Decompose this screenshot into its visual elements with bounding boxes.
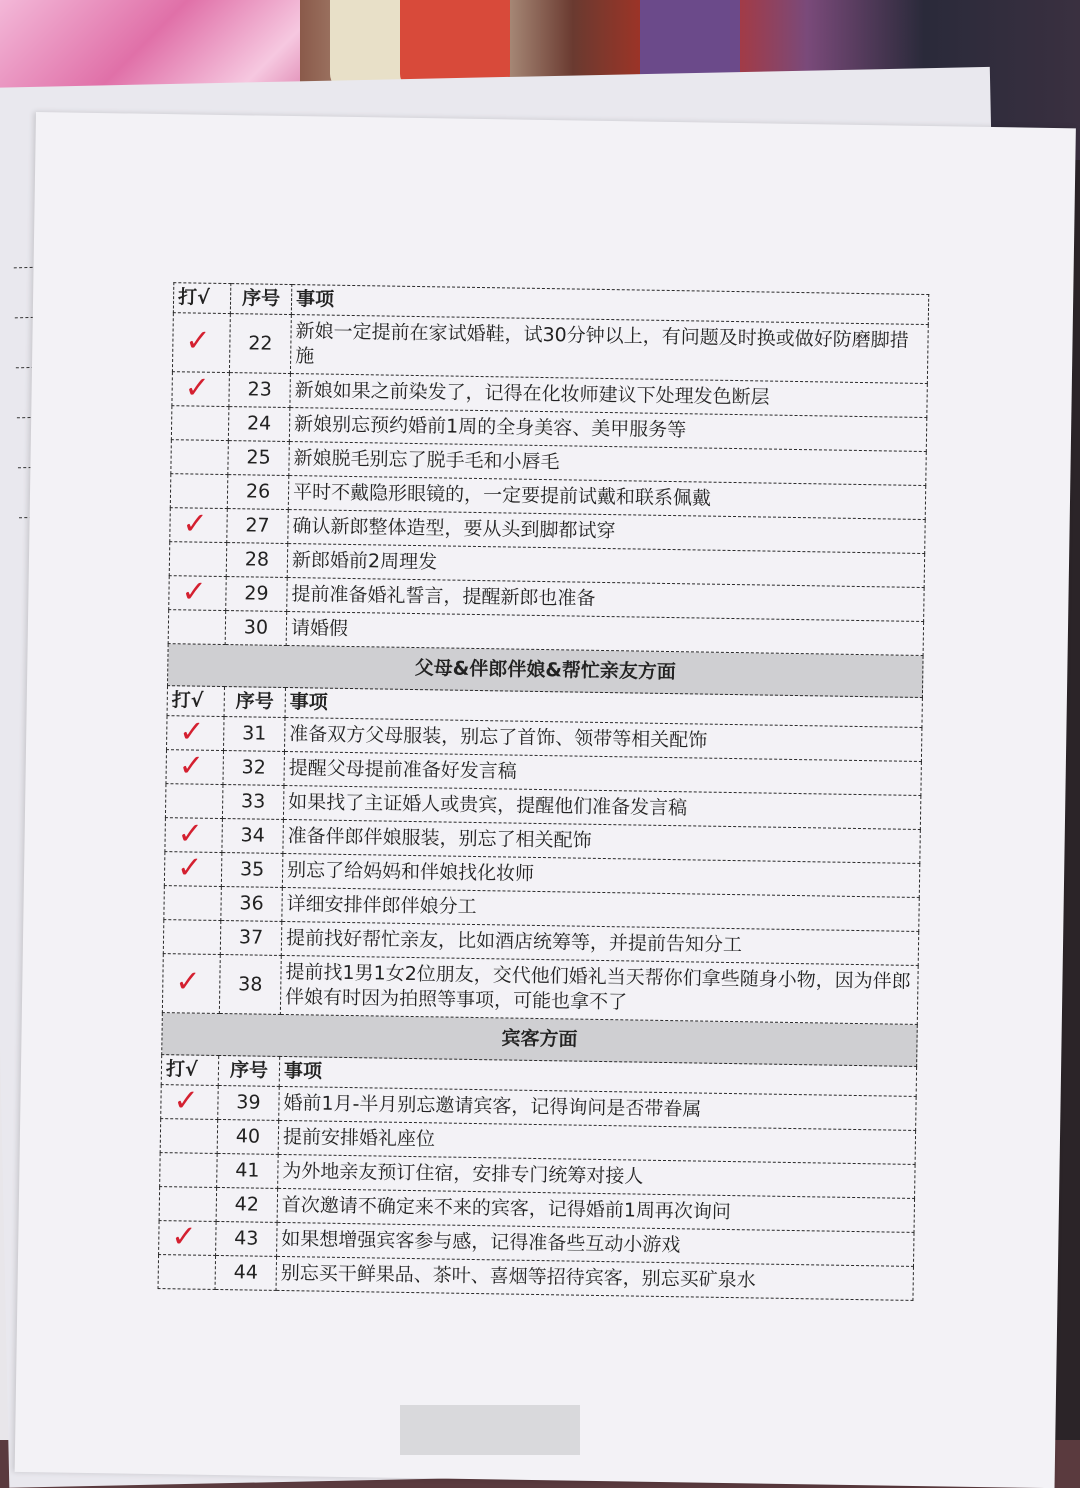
row-text: 新娘如果之前染发了，记得在化妆师建议下处理发色断层 [290,374,927,418]
checklist-table-container [158,282,930,1301]
row-number: 32 [223,751,285,786]
handwritten-check-icon: ✓ [179,713,205,750]
row-number: 34 [222,819,284,854]
row-text: 为外地亲友预订住宿，安排专门统筹对接人 [278,1154,915,1198]
checklist-table [158,282,930,1301]
row-number: 26 [227,475,289,510]
row-number: 24 [228,407,290,442]
header-item: 事项 [279,1056,916,1096]
row-number: 43 [216,1221,278,1256]
row-text: 新郎婚前2周理发 [287,544,924,588]
row-number: 37 [220,921,282,956]
row-number: 41 [217,1153,279,1188]
row-text: 提前找1男1女2位朋友，交代他们婚礼当天帮你们拿些随身小物，因为伴郎伴娘有时因为拍照等事项，可能也拿不了 [280,955,918,1024]
handwritten-check-icon: ✓ [171,1218,197,1255]
row-text: 新娘脱毛别忘了脱手毛和小唇毛 [289,442,926,486]
row-text: 新娘一定提前在家试婚鞋，试30分钟以上，有问题及时换或做好防磨脚措施 [290,315,928,384]
section-title: 宾客方面 [162,1013,918,1067]
handwritten-check-icon: ✓ [181,573,207,610]
row-text: 准备双方父母服装，别忘了首饰、领带等相关配饰 [284,717,921,761]
row-number: 40 [217,1119,279,1154]
check-cell[interactable] [171,440,229,475]
handwritten-check-icon: ✓ [175,964,201,1000]
row-text: 提醒父母提前准备好发言稿 [284,751,921,795]
table-section-b [162,686,922,1025]
header-item: 事项 [291,285,928,325]
handwritten-check-icon: ✓ [185,323,211,359]
header-num: 序号 [224,687,285,718]
row-number: 30 [225,611,287,646]
header-item: 事项 [285,687,922,727]
check-cell[interactable] [159,1187,217,1222]
check-cell[interactable] [170,505,228,543]
check-cell[interactable] [160,1119,218,1154]
row-number: 22 [229,314,291,374]
check-cell[interactable] [161,1082,219,1120]
check-cell[interactable] [171,406,229,441]
check-cell[interactable] [169,542,227,577]
row-text: 请婚假 [286,611,923,655]
row-text: 婚前1月-半月别忘邀请宾客，记得询问是否带眷属 [279,1086,916,1130]
row-text: 详细安排伴郎伴娘分工 [282,887,919,931]
table-section-c [158,1055,917,1301]
row-text: 确认新郎整体造型，要从头到脚都试穿 [288,510,925,554]
handwritten-check-icon: ✓ [184,369,211,406]
header-num: 序号 [218,1055,279,1086]
handwritten-check-icon: ✓ [178,747,205,784]
row-text: 平时不戴隐形眼镜的，一定要提前试戴和联系佩戴 [288,476,925,520]
row-number: 39 [218,1085,280,1120]
section-title: 父母&伴郎伴娘&帮忙亲友方面 [168,644,924,698]
row-text: 如果找了主证婚人或贵宾，提醒他们准备发言稿 [283,785,920,829]
header-check: 打√ [173,283,230,314]
row-number: 42 [216,1187,278,1222]
check-cell[interactable] [172,369,230,407]
row-text: 提前安排婚礼座位 [278,1120,915,1164]
row-number: 38 [219,954,281,1014]
check-cell[interactable] [165,815,223,853]
row-number: 44 [215,1255,277,1290]
row-text: 别忘买干鲜果品、茶叶、喜烟等招待宾客，别忘买矿泉水 [276,1256,913,1300]
handwritten-check-icon: ✓ [173,1082,199,1119]
handwritten-check-icon: ✓ [177,815,204,852]
header-check: 打√ [167,686,224,717]
row-number: 27 [227,509,289,544]
row-number: 31 [223,717,285,752]
row-text: 新娘别忘预约婚前1周的全身美容、美甲服务等 [289,408,926,452]
row-number: 35 [221,853,283,888]
check-cell[interactable] [167,713,225,751]
row-number: 23 [229,373,291,408]
row-text: 别忘了给妈妈和伴娘找化妆师 [282,853,919,897]
header-num: 序号 [230,284,291,315]
row-number: 28 [226,543,288,578]
row-number: 25 [228,441,290,476]
check-cell[interactable] [165,784,223,819]
row-text: 准备伴郎伴娘服装，别忘了相关配饰 [283,819,920,863]
row-text: 如果想增强宾客参与感，记得准备些互动小游戏 [277,1222,914,1266]
row-number: 33 [222,785,284,820]
check-cell[interactable] [159,1218,217,1256]
table-section-a [168,283,929,656]
row-text: 首次邀请不确定来不来的宾客，记得婚前1周再次询问 [277,1188,914,1232]
row-text: 提前准备婚礼誓言，提醒新郎也准备 [287,578,924,622]
check-cell[interactable] [158,1255,216,1290]
handwritten-check-icon: ✓ [176,849,203,886]
check-cell[interactable] [172,313,230,373]
row-text: 提前找好帮忙亲友，比如酒店统筹等，并提前告知分工 [281,921,918,965]
check-cell[interactable] [164,886,222,921]
check-cell[interactable] [162,954,220,1014]
row-number: 36 [221,887,283,922]
check-cell[interactable] [168,610,226,645]
check-cell[interactable] [170,474,228,509]
check-cell[interactable] [169,573,227,611]
row-number: 29 [226,577,288,612]
check-cell[interactable] [166,747,224,785]
check-cell[interactable] [163,920,221,955]
check-cell[interactable] [164,849,222,887]
next-section-title-partial [400,1405,580,1455]
checklist-sheet [15,112,1076,1488]
check-cell[interactable] [160,1153,218,1188]
header-check: 打√ [161,1055,218,1086]
handwritten-check-icon: ✓ [182,505,208,542]
